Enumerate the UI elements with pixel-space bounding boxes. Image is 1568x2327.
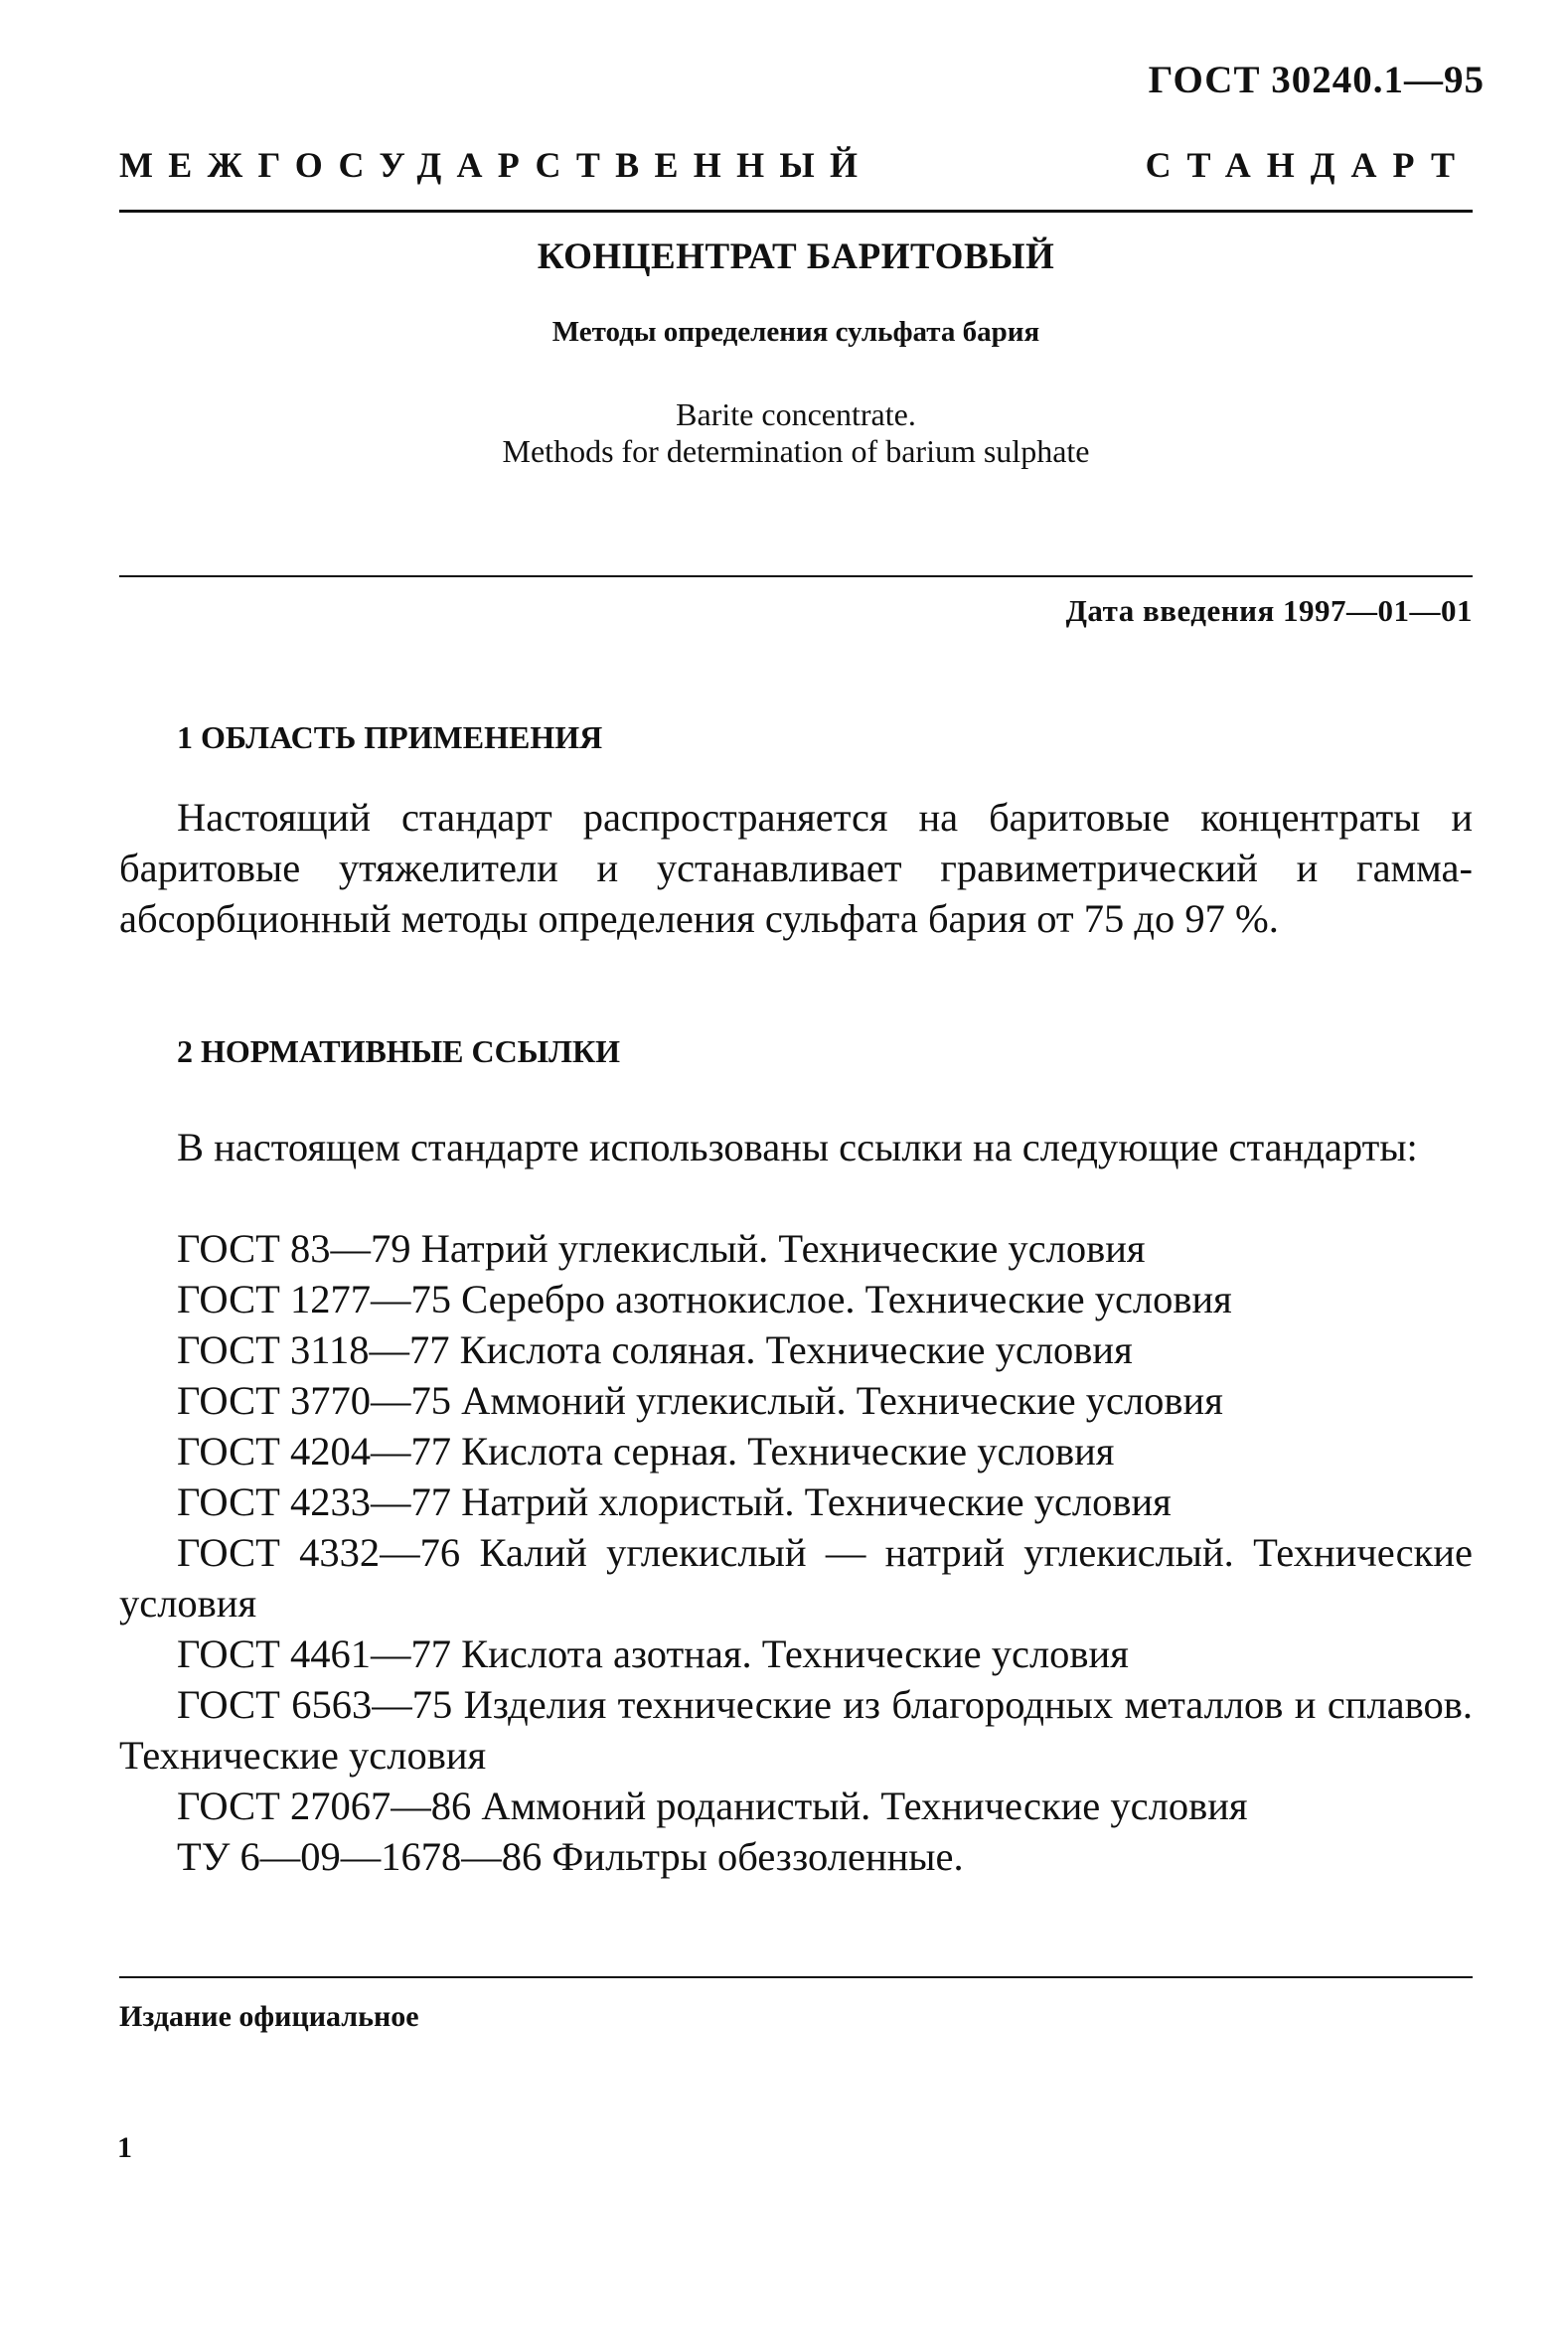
reference-item: ГОСТ 6563—75 Изделия технические из благородных металлов и сплавов. Технические условия: [119, 1682, 1473, 1778]
english-title-line2: Methods for determination of barium sulphate: [502, 433, 1090, 469]
header-divider: [119, 210, 1473, 213]
page-number: 1: [117, 2131, 132, 2164]
reference-item: ГОСТ 4204—77 Кислота серная. Технические условия: [177, 1429, 1115, 1474]
official-edition-note: Издание официальное: [119, 2000, 419, 2033]
references-intro: В настоящем стандарте использованы ссылки на следующие стандарты:: [177, 1125, 1418, 1169]
introduction-date: Дата введения 1997—01—01: [1065, 593, 1473, 628]
reference-item: ГОСТ 3118—77 Кислота соляная. Технические условия: [177, 1327, 1133, 1372]
title-divider: [119, 575, 1473, 577]
english-title-line1: Barite concentrate.: [676, 396, 916, 432]
scope-text: Настоящий стандарт распространяется на баритовые концентраты и баритовые утяжелители и устанавливает гравиметрический и гамма-абсорбционный методы определения сульфата бария от 75 до 97 %.: [119, 795, 1473, 941]
banner-word-standard: СТАНДАРТ: [1145, 145, 1471, 185]
banner-word-interstate: МЕЖГОСУДАРСТВЕННЫЙ: [119, 145, 873, 185]
reference-item: ГОСТ 4461—77 Кислота азотная. Технические условия: [177, 1631, 1129, 1676]
scope-paragraph: [119, 792, 1473, 944]
reference-item: ГОСТ 27067—86 Аммоний роданистый. Технические условия: [177, 1784, 1248, 1828]
document-subtitle: Методы определения сульфата бария: [551, 316, 1040, 348]
footer-divider: [119, 1976, 1473, 1978]
reference-item: ГОСТ 83—79 Натрий углекислый. Технические условия: [177, 1226, 1146, 1271]
reference-item: ГОСТ 4233—77 Натрий хлористый. Технические условия: [177, 1479, 1172, 1524]
document-code: ГОСТ 30240.1—95: [1148, 59, 1485, 101]
reference-item: ГОСТ 1277—75 Серебро азотнокислое. Технические условия: [177, 1277, 1232, 1321]
reference-item: ТУ 6—09—1678—86 Фильтры обеззоленные.: [177, 1834, 964, 1879]
section-heading-references: 2 НОРМАТИВНЫЕ ССЫЛКИ: [177, 1033, 621, 1069]
references-intro-paragraph: [119, 1122, 1473, 1172]
references-list: [119, 1223, 1473, 1882]
reference-item: ГОСТ 3770—75 Аммоний углекислый. Технические условия: [177, 1378, 1223, 1423]
document-title: КОНЦЕНТРАТ БАРИТОВЫЙ: [537, 236, 1055, 277]
section-heading-scope: 1 ОБЛАСТЬ ПРИМЕНЕНИЯ: [177, 719, 603, 755]
reference-item: ГОСТ 4332—76 Калий углекислый — натрий углекислый. Технические условия: [119, 1530, 1473, 1626]
